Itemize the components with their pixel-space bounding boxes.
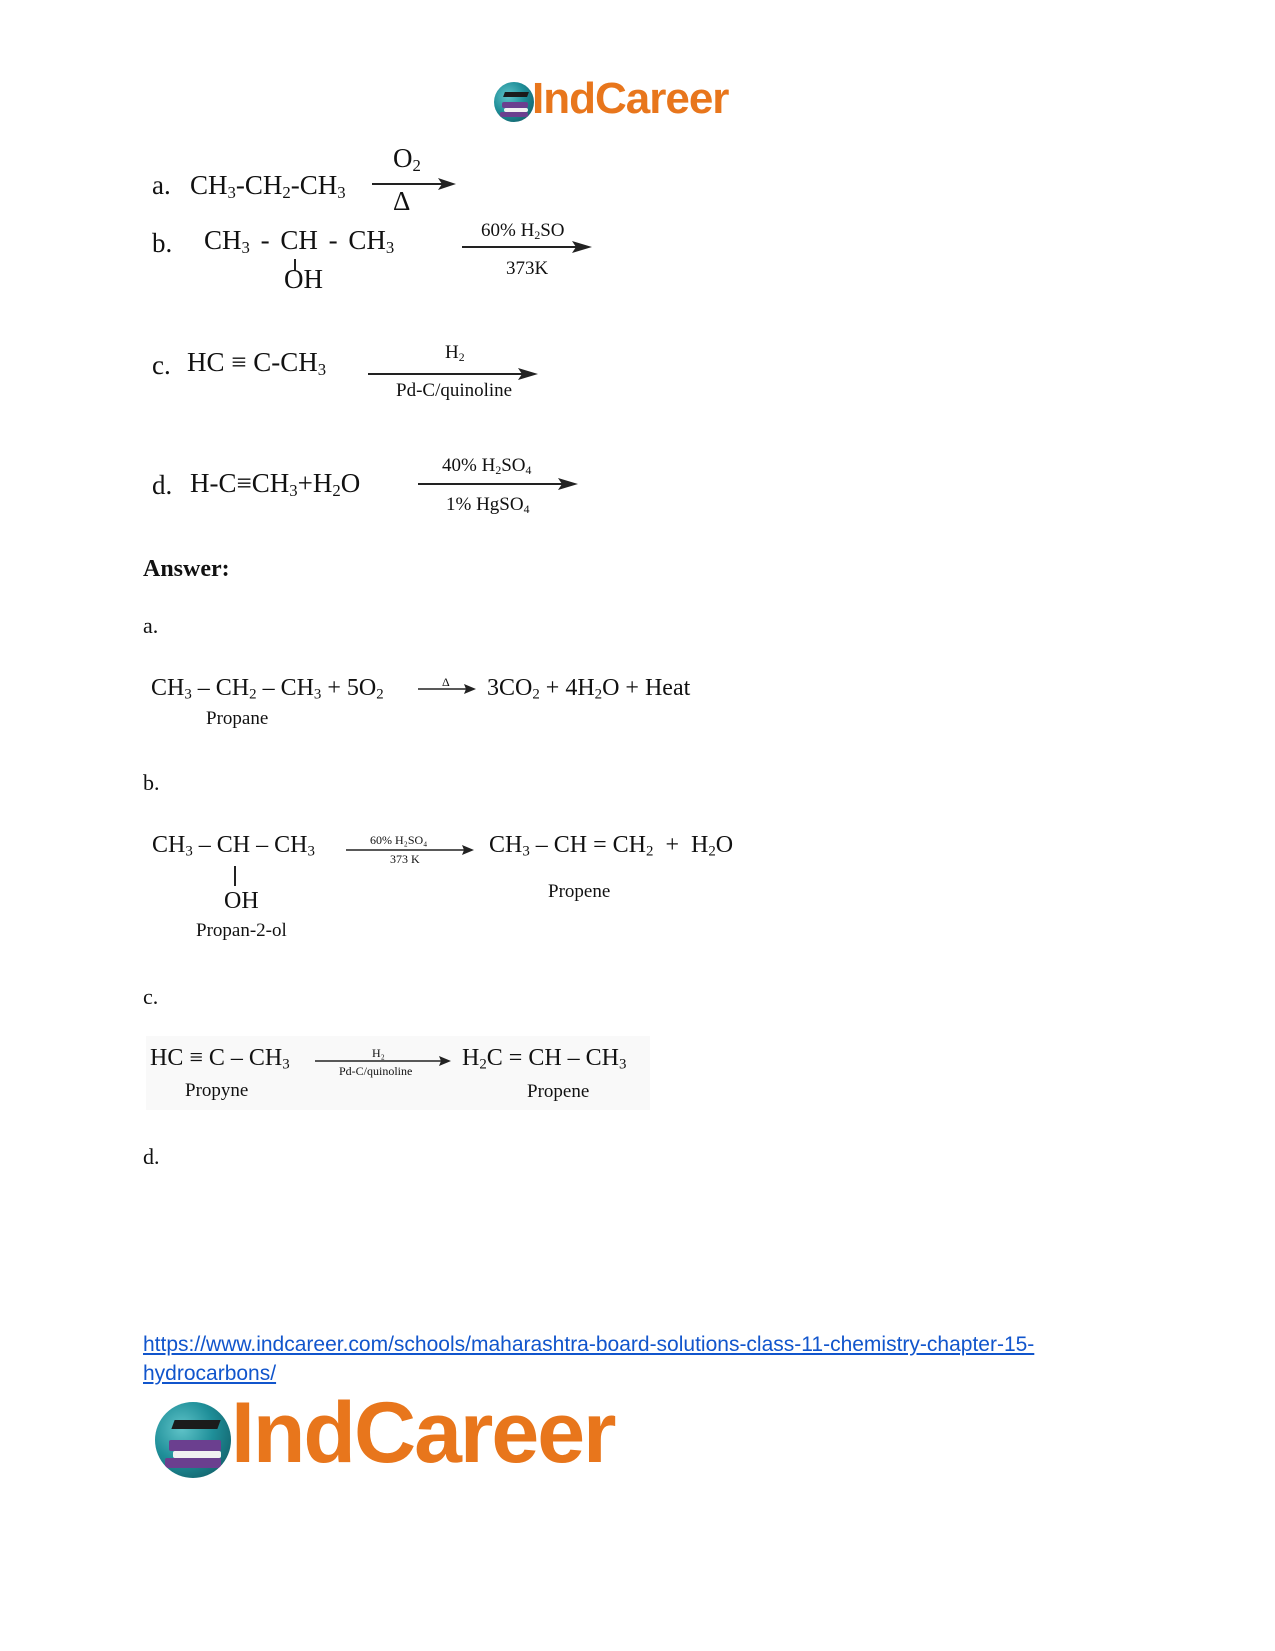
answer-b-bond xyxy=(234,866,236,886)
footer-logo-text: IndCareer xyxy=(231,1385,615,1481)
question-d-label: d. xyxy=(152,470,173,500)
question-d-catalyst: 1% HgSO$_4$ xyxy=(446,494,530,516)
answer-b-name-left: Propan-2-ol xyxy=(196,920,287,941)
answer-c-name-left: Propyne xyxy=(185,1080,249,1101)
question-b-condition: 373K xyxy=(506,258,549,279)
question-c-reactant: HC ≡ $C-CH_3$ xyxy=(187,347,327,380)
answer-b-rhs: $CH_3$ – CH = $CH_2 + H_2O$ xyxy=(489,832,734,860)
answer-c-lhs: HC ≡ C – $CH_3$ xyxy=(150,1045,290,1073)
footer-url-line2[interactable]: hydrocarbons/ xyxy=(143,1362,277,1385)
answer-a-lhs: $CH_3 - CH_2 - CH_3 + 5O_2$ xyxy=(151,675,384,703)
answer-a-rhs: $3CO_2 + 4H_2O$ + Heat xyxy=(487,675,691,703)
answer-b-label: b. xyxy=(143,770,160,795)
question-c-label: c. xyxy=(152,350,171,380)
question-a-label: a. xyxy=(152,170,171,200)
question-b-branch: OH xyxy=(284,264,323,294)
answer-b-condition: 373 K xyxy=(390,852,420,866)
footer-url-link[interactable] xyxy=(143,1330,1143,1388)
footer-logo[interactable] xyxy=(153,1385,673,1484)
logo-globe-icon xyxy=(494,82,534,122)
answer-c-catalyst: Pd-C/quinoline xyxy=(339,1064,413,1078)
question-c-arrow xyxy=(368,368,538,380)
answer-b-reagent: 60% H₂SO₄ xyxy=(370,833,428,847)
question-d-reagent: 40% $H_2SO_4$ xyxy=(442,455,532,477)
answer-b-name-right: Propene xyxy=(548,881,611,902)
question-b-reagent: 60% $H_2SO$ xyxy=(481,220,565,242)
answer-c-label: c. xyxy=(143,984,159,1009)
answer-a-arrow xyxy=(418,684,476,694)
answer-b-lhs: $CH_3$ – CH – $CH_3$ xyxy=(152,832,315,860)
question-b-label: b. xyxy=(152,228,173,258)
header-logo[interactable] xyxy=(494,74,774,130)
answer-a-arrow-label: Δ xyxy=(442,675,450,689)
answer-a-name: Propane xyxy=(206,708,269,729)
answer-heading: Answer: xyxy=(143,556,230,582)
question-c-reagent: $H_2$ xyxy=(445,342,465,364)
question-b-arrow xyxy=(462,241,592,253)
logo-text: IndCareer xyxy=(532,74,729,123)
question-b-reactant: $CH_3$ - CH - $CH_3$ xyxy=(204,225,395,258)
answer-b-branch: OH xyxy=(224,888,259,914)
answer-c-name-right: Propene xyxy=(527,1081,590,1102)
question-c-catalyst: Pd-C/quinoline xyxy=(396,380,513,401)
footer-url-line1[interactable]: https://www.indcareer.com/schools/maharashtra-board-solutions-class-11-chemistry-chapter-15- xyxy=(143,1333,1035,1356)
answer-a-label: a. xyxy=(143,613,159,638)
question-a-reagent: $O_2$ xyxy=(393,143,421,176)
question-a-arrow xyxy=(372,178,456,190)
question-d-reactant: $H-C\equiv CH_3+H_2O$ xyxy=(190,468,361,501)
footer-logo-globe-icon xyxy=(155,1402,231,1478)
question-a-reactant: $CH_3-CH_2-CH_3$ xyxy=(190,170,346,203)
answer-c-reagent: H₂ xyxy=(372,1046,385,1060)
answer-d-label: d. xyxy=(143,1144,160,1169)
answer-c-rhs: $H_2C$ = CH – $CH_3$ xyxy=(462,1045,627,1073)
question-d-arrow xyxy=(418,478,578,490)
question-a-condition: Δ xyxy=(393,186,411,216)
